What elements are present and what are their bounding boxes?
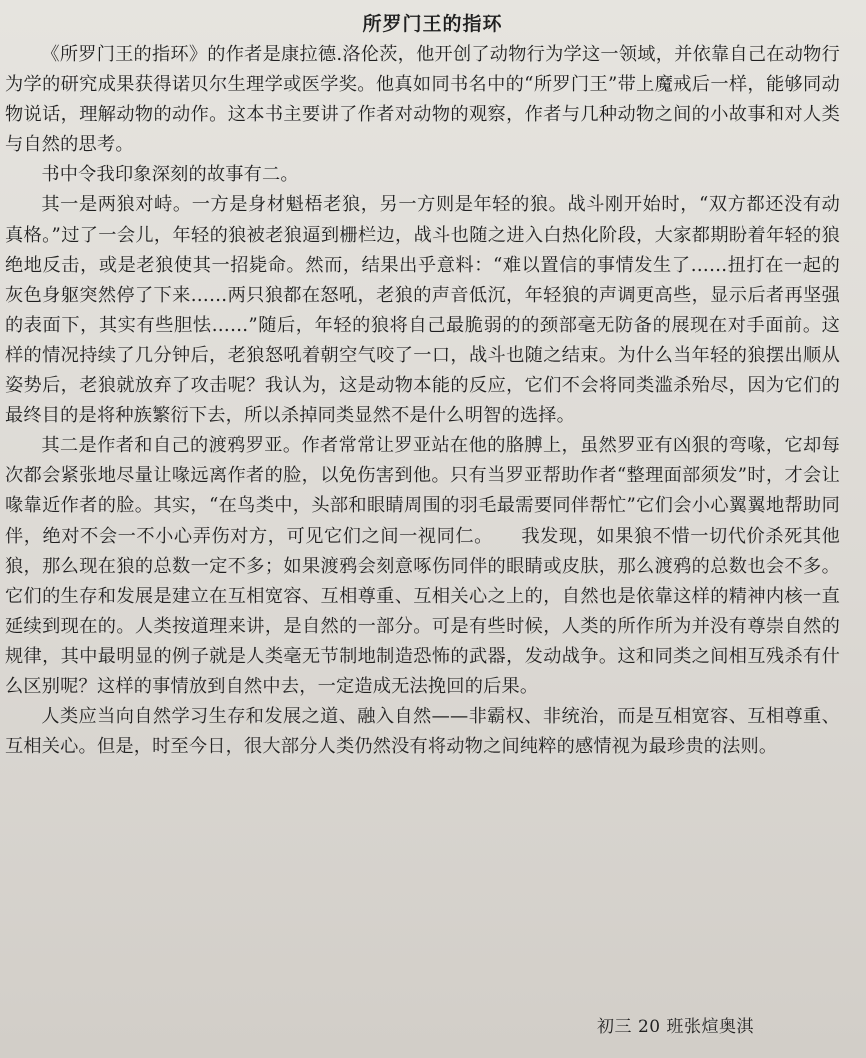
paragraph-stories-intro: 书中令我印象深刻的故事有二。: [41, 164, 299, 186]
paragraph-intro: 《所罗门王的指环》的作者是康拉德.洛伦茨，他开创了动物行为学这一领域，并依靠自己在动物行为学的研究成果获得诺贝尔生理学或医学奖。他真如同书名中的“所罗门王”带上魔戒后一样，能够同动物说话，理解动物的动作。这本书主要讲了作者对动物的观察，作者与几种动物之间的小故事和对人类与自然的思考。: [5, 44, 840, 156]
paragraph-wolf-story: 其一是两狼对峙。一方是身材魁梧老狼，另一方则是年轻的狼。战斗刚开始时，“双方都还没有动真格。”过了一会儿，年轻的狼被老狼逼到栅栏边，战斗也随之进入白热化阶段，大家都期盼着年轻的狼绝地反击，或是老狼使其一招毙命。然而，结果出乎意料：“难以置信的事情发生了……扭打在一起的灰色身躯突然停了下来……两只狼都在怒吼，老狼的声音低沉，年轻狼的声调更高些，显示后者再坚强的表面下，其实有些胆怯……”随后，年轻的狼将自己最脆弱的的颈部毫无防备的展现在对手面前。这样的情况持续了几分钟后，老狼怒吼着朝空气咬了一口，战斗也随之结束。为什么当年轻的狼摆出顺从姿势后，老狼就放弃了攻击呢？我认为，这是动物本能的反应，它们不会将同类滥杀殆尽，因为它们的最终目的是将种族繁衍下去，所以杀掉同类显然不是什么明智的选择。: [5, 194, 840, 427]
document-title: 所罗门王的指环: [362, 13, 503, 35]
paragraph-conclusion: 人类应当向自然学习生存和发展之道、融入自然——非霸权、非统治，而是互相宽容、互相尊重、互相关心。但是，时至今日，很大部分人类仍然没有将动物之间纯粹的感情视为最珍贵的法则。: [5, 706, 840, 758]
paragraph-raven-story: 其二是作者和自己的渡鸦罗亚。作者常常让罗亚站在他的胳膊上，虽然罗亚有凶狠的弯喙，它却每次都会紧张地尽量让喙远离作者的脸，以免伤害到他。只有当罗亚帮助作者“整理面部须发”时，才会让喙靠近作者的脸。其实，“在鸟类中，头部和眼睛周围的羽毛最需要同伴帮忙”它们会小心翼翼地帮助同伴，绝对不会一不小心弄伤对方，可见它们之间一视同仁。 我发现，如果狼不惜一切代价杀死其他狼，那么现在狼的总数一定不多；如果渡鸦会刻意啄伤同伴的眼睛或皮肤，那么渡鸦的总数也会不多。它们的生存和发展是建立在互相宽容、互相尊重、互相关心之上的，自然也是依靠这样的精神内核一直延续到现在的。人类按道理来讲，是自然的一部分。可是有些时候，人类的所作所为并没有尊崇自然的规律，其中最明显的例子就是人类毫无节制地制造恐怖的武器，发动战争。这和同类之间相互残杀有什么区别呢？这样的事情放到自然中去，一定造成无法挽回的后果。: [5, 435, 840, 697]
author-signature: 初三 20 班张煊奥淇: [597, 1017, 754, 1037]
